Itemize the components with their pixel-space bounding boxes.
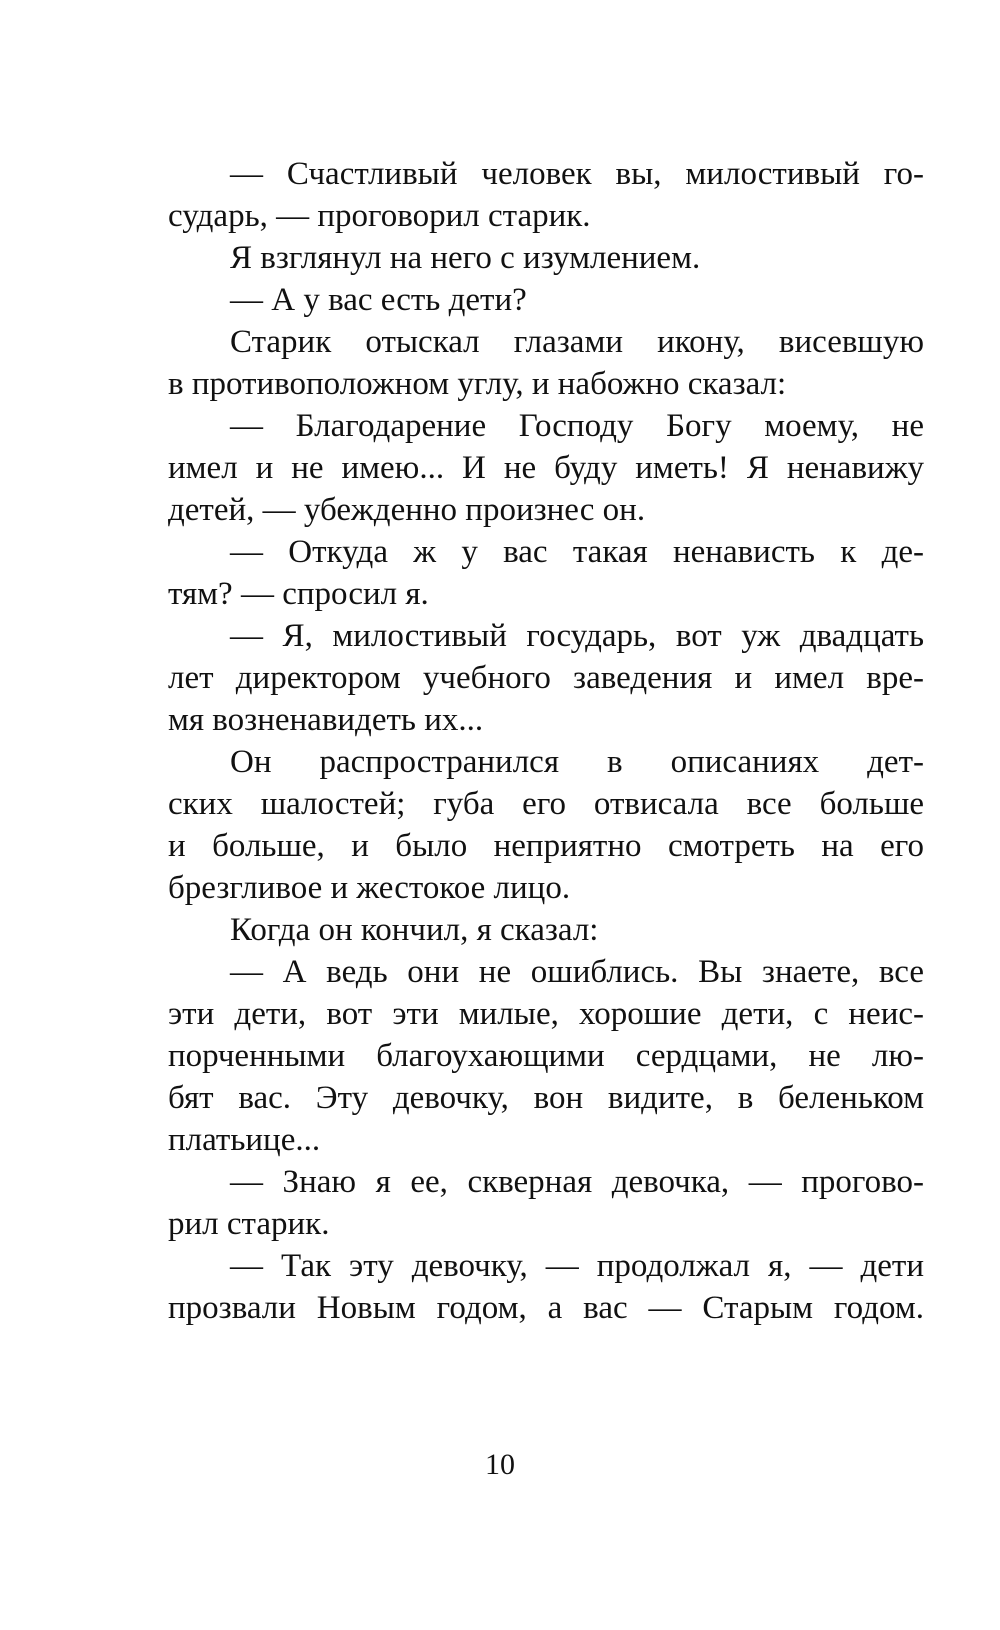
text-line: — А ведь они не ошиблись. Вы знаете, все [230, 954, 924, 990]
text-line: и больше, и было неприятно смотреть на его [168, 828, 924, 864]
text-line: прозвали Новым годом, а вас — Старым годом. [168, 1290, 924, 1326]
text-line: — Так эту девочку, — продолжал я, — дети [230, 1248, 924, 1284]
text-line: в противоположном углу, и набожно сказал: [168, 366, 787, 402]
text-line: брезгливое и жестокое лицо. [168, 870, 571, 906]
text-line: сударь, — проговорил старик. [168, 198, 591, 234]
text-line: бят вас. Эту девочку, вон видите, в беленьком [168, 1080, 924, 1116]
text-line: платьице... [168, 1122, 321, 1158]
text-line: — Благодарение Господу Богу моему, не [230, 408, 924, 444]
text-line: ских шалостей; губа его отвисала все больше [168, 786, 924, 822]
text-line: — Знаю я ее, скверная девочка, — прогово- [230, 1164, 924, 1200]
page-number: 10 [485, 1448, 515, 1481]
text-line: — Откуда ж у вас такая ненависть к де- [230, 534, 924, 570]
text-line: имел и не имею... И не буду иметь! Я ненавижу [168, 450, 924, 486]
text-line: Когда он кончил, я сказал: [230, 912, 599, 948]
text-line: Старик отыскал глазами икону, висевшую [230, 324, 924, 360]
text-line: тям? — спросил я. [168, 576, 429, 612]
text-line: — Я, милостивый государь, вот уж двадцать [230, 618, 924, 654]
text-line: порченными благоухающими сердцами, не лю- [168, 1038, 924, 1074]
body-text [168, 153, 924, 1329]
text-line: — А у вас есть дети? [230, 282, 527, 318]
text-line: рил старик. [168, 1206, 330, 1242]
text-line: детей, — убежденно произнес он. [168, 492, 646, 528]
text-line: мя возненавидеть их... [168, 702, 484, 738]
text-line: лет директором учебного заведения и имел вре- [168, 660, 924, 696]
text-line: — Счастливый человек вы, милостивый го- [230, 156, 924, 192]
text-line: Он распространился в описаниях дет- [230, 744, 924, 780]
text-line: эти дети, вот эти милые, хорошие дети, с неис- [168, 996, 924, 1032]
text-line: Я взглянул на него с изумлением. [230, 240, 701, 276]
